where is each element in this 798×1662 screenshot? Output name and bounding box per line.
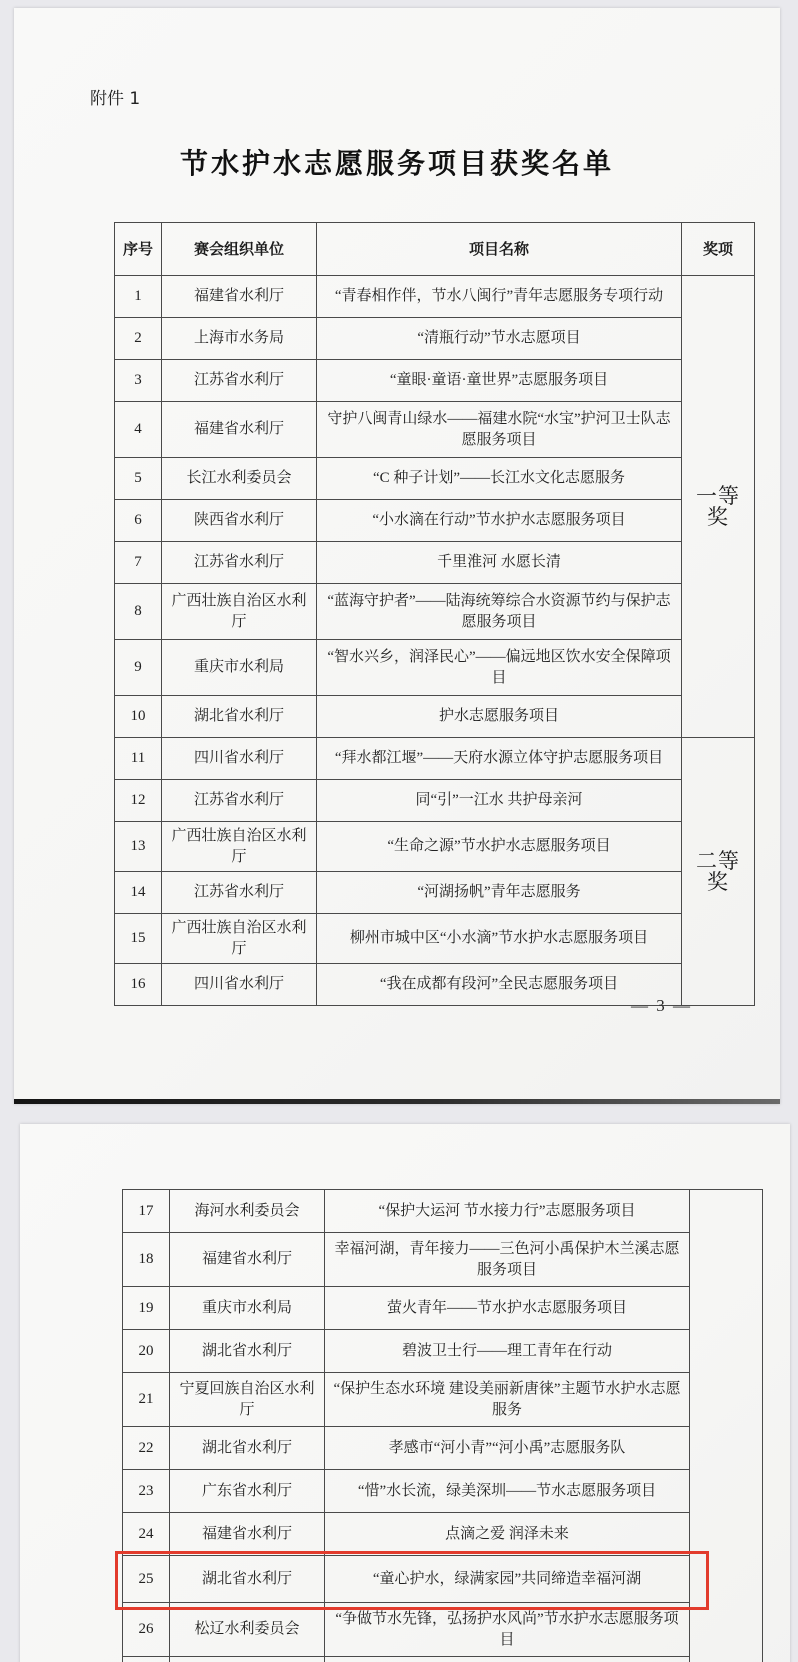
org-cell: 上海市水务局: [162, 318, 317, 360]
row-number-cell: 3: [115, 360, 162, 402]
empty-cell: [123, 1657, 170, 1662]
table-row-3: [115, 360, 755, 402]
org-cell: 广西壮族自治区水利厅: [162, 822, 317, 872]
row-number-cell: 8: [115, 584, 162, 640]
project-cell: “C 种子计划”——长江水文化志愿服务: [317, 458, 682, 500]
project-cell: “保护大运河 节水接力行”志愿服务项目: [325, 1190, 690, 1233]
table-row-10: [115, 696, 755, 738]
project-cell: “蓝海守护者”——陆海统筹综合水资源节约与保护志愿服务项目: [317, 584, 682, 640]
table-row-26: [123, 1603, 763, 1657]
row-number-cell: 14: [115, 872, 162, 914]
awards-table-page-2: [122, 1189, 763, 1662]
org-cell: 福建省水利厅: [170, 1233, 325, 1287]
org-cell: 湖北省水利厅: [162, 696, 317, 738]
org-cell: 福建省水利厅: [170, 1513, 325, 1556]
project-cell: “河湖扬帆”青年志愿服务: [317, 872, 682, 914]
table-row-22: [123, 1427, 763, 1470]
table-row-8: [115, 584, 755, 640]
table-row-19: [123, 1287, 763, 1330]
org-cell: 江苏省水利厅: [162, 872, 317, 914]
header-project: 项目名称: [317, 223, 682, 276]
row-number-cell: 13: [115, 822, 162, 872]
project-cell: 碧波卫士行——理工青年在行动: [325, 1330, 690, 1373]
row-number-cell: 25: [123, 1556, 170, 1603]
table-row-4: [115, 402, 755, 458]
row-number-cell: 21: [123, 1373, 170, 1427]
row-number-cell: 17: [123, 1190, 170, 1233]
project-cell: 护水志愿服务项目: [317, 696, 682, 738]
project-cell: “童眼·童语·童世界”志愿服务项目: [317, 360, 682, 402]
project-cell: “拜水都江堰”——天府水源立体守护志愿服务项目: [317, 738, 682, 780]
page-1: [14, 8, 780, 1104]
org-cell: 陕西省水利厅: [162, 500, 317, 542]
project-cell: “青春相作伴，节水八闽行”青年志愿服务专项行动: [317, 276, 682, 318]
project-cell: “智水兴乡，润泽民心”——偏远地区饮水安全保障项目: [317, 640, 682, 696]
row-number-cell: 5: [115, 458, 162, 500]
row-number-cell: 6: [115, 500, 162, 542]
project-cell: “保护生态水环境 建设美丽新唐徕”主题节水护水志愿服务: [325, 1373, 690, 1427]
awards-table-page-1: [114, 222, 755, 1006]
table-row-12: [115, 780, 755, 822]
table-row-6: [115, 500, 755, 542]
page-number: — 3 —: [631, 996, 692, 1015]
row-number-cell: 16: [115, 964, 162, 1006]
row-number-cell: 24: [123, 1513, 170, 1556]
project-cell: “小水滴在行动”节水护水志愿服务项目: [317, 500, 682, 542]
row-number-cell: 22: [123, 1427, 170, 1470]
row-number-cell: 10: [115, 696, 162, 738]
empty-cell: [325, 1657, 690, 1662]
table-row-14: [115, 872, 755, 914]
org-cell: 广东省水利厅: [170, 1470, 325, 1513]
org-cell: 湖北省水利厅: [170, 1330, 325, 1373]
project-cell: 点滴之爱 润泽未来: [325, 1513, 690, 1556]
org-cell: 长江水利委员会: [162, 458, 317, 500]
table-row-20: [123, 1330, 763, 1373]
row-number-cell: 15: [115, 914, 162, 964]
empty-cell: [170, 1657, 325, 1662]
award-cell: 二等奖: [682, 738, 755, 1006]
org-cell: 福建省水利厅: [162, 402, 317, 458]
table-row-25: [123, 1556, 763, 1603]
table-row-13: [115, 822, 755, 872]
table-row-2: [115, 318, 755, 360]
row-number-cell: 2: [115, 318, 162, 360]
project-cell: 萤火青年——节水护水志愿服务项目: [325, 1287, 690, 1330]
project-cell: “清瓶行动”节水志愿项目: [317, 318, 682, 360]
row-number-cell: 23: [123, 1470, 170, 1513]
row-number-cell: 20: [123, 1330, 170, 1373]
award-cell: 一等奖: [682, 276, 755, 738]
table-row-5: [115, 458, 755, 500]
org-cell: 江苏省水利厅: [162, 780, 317, 822]
org-cell: 湖北省水利厅: [170, 1427, 325, 1470]
row-number-cell: 26: [123, 1603, 170, 1657]
project-cell: “争做节水先锋，弘扬护水风尚”节水护水志愿服务项目: [325, 1603, 690, 1657]
project-cell: 同“引”一江水 共护母亲河: [317, 780, 682, 822]
row-number-cell: 19: [123, 1287, 170, 1330]
row-number-cell: 9: [115, 640, 162, 696]
award-cell: [690, 1190, 763, 1662]
org-cell: 福建省水利厅: [162, 276, 317, 318]
table-header-row: [115, 223, 755, 276]
project-cell: 柳州市城中区“小水滴”节水护水志愿服务项目: [317, 914, 682, 964]
org-cell: 广西壮族自治区水利厅: [162, 914, 317, 964]
row-number-cell: 7: [115, 542, 162, 584]
org-cell: 松辽水利委员会: [170, 1603, 325, 1657]
org-cell: 四川省水利厅: [162, 738, 317, 780]
row-number-cell: 18: [123, 1233, 170, 1287]
org-cell: 四川省水利厅: [162, 964, 317, 1006]
table-row-17: [123, 1190, 763, 1233]
project-cell: “童心护水，绿满家园”共同缔造幸福河湖: [325, 1556, 690, 1603]
header-award: 奖项: [682, 223, 755, 276]
org-cell: 湖北省水利厅: [170, 1556, 325, 1603]
org-cell: 宁夏回族自治区水利厅: [170, 1373, 325, 1427]
org-cell: 广西壮族自治区水利厅: [162, 584, 317, 640]
org-cell: 重庆市水利局: [170, 1287, 325, 1330]
page-2: [20, 1124, 790, 1662]
table-row-18: [123, 1233, 763, 1287]
table-row-1: [115, 276, 755, 318]
table-row-11: [115, 738, 755, 780]
table-row-21: [123, 1373, 763, 1427]
row-number-cell: 12: [115, 780, 162, 822]
org-cell: 江苏省水利厅: [162, 360, 317, 402]
project-cell: 守护八闽青山绿水——福建水院“水宝”护河卫士队志愿服务项目: [317, 402, 682, 458]
project-cell: 千里淮河 水愿长清: [317, 542, 682, 584]
org-cell: 重庆市水利局: [162, 640, 317, 696]
document-title: 节水护水志愿服务项目获奖名单: [179, 147, 614, 180]
org-cell: 海河水利委员会: [170, 1190, 325, 1233]
table-row-15: [115, 914, 755, 964]
project-cell: 孝感市“河小青”“河小禹”志愿服务队: [325, 1427, 690, 1470]
attachment-label: 附件 1: [90, 89, 141, 109]
page-bottom-scan-edge: [14, 1099, 780, 1104]
project-cell: 幸福河湖，青年接力——三色河小禹保护木兰溪志愿服务项目: [325, 1233, 690, 1287]
org-cell: 江苏省水利厅: [162, 542, 317, 584]
table-row-7: [115, 542, 755, 584]
header-no: 序号: [115, 223, 162, 276]
table-row-partial: [123, 1657, 763, 1662]
header-org: 赛会组织单位: [162, 223, 317, 276]
project-cell: “我在成都有段河”全民志愿服务项目: [317, 964, 682, 1006]
row-number-cell: 4: [115, 402, 162, 458]
project-cell: “惜”水长流，绿美深圳——节水志愿服务项目: [325, 1470, 690, 1513]
table-row-24: [123, 1513, 763, 1556]
table-row-23: [123, 1470, 763, 1513]
row-number-cell: 1: [115, 276, 162, 318]
project-cell: “生命之源”节水护水志愿服务项目: [317, 822, 682, 872]
table-row-9: [115, 640, 755, 696]
row-number-cell: 11: [115, 738, 162, 780]
